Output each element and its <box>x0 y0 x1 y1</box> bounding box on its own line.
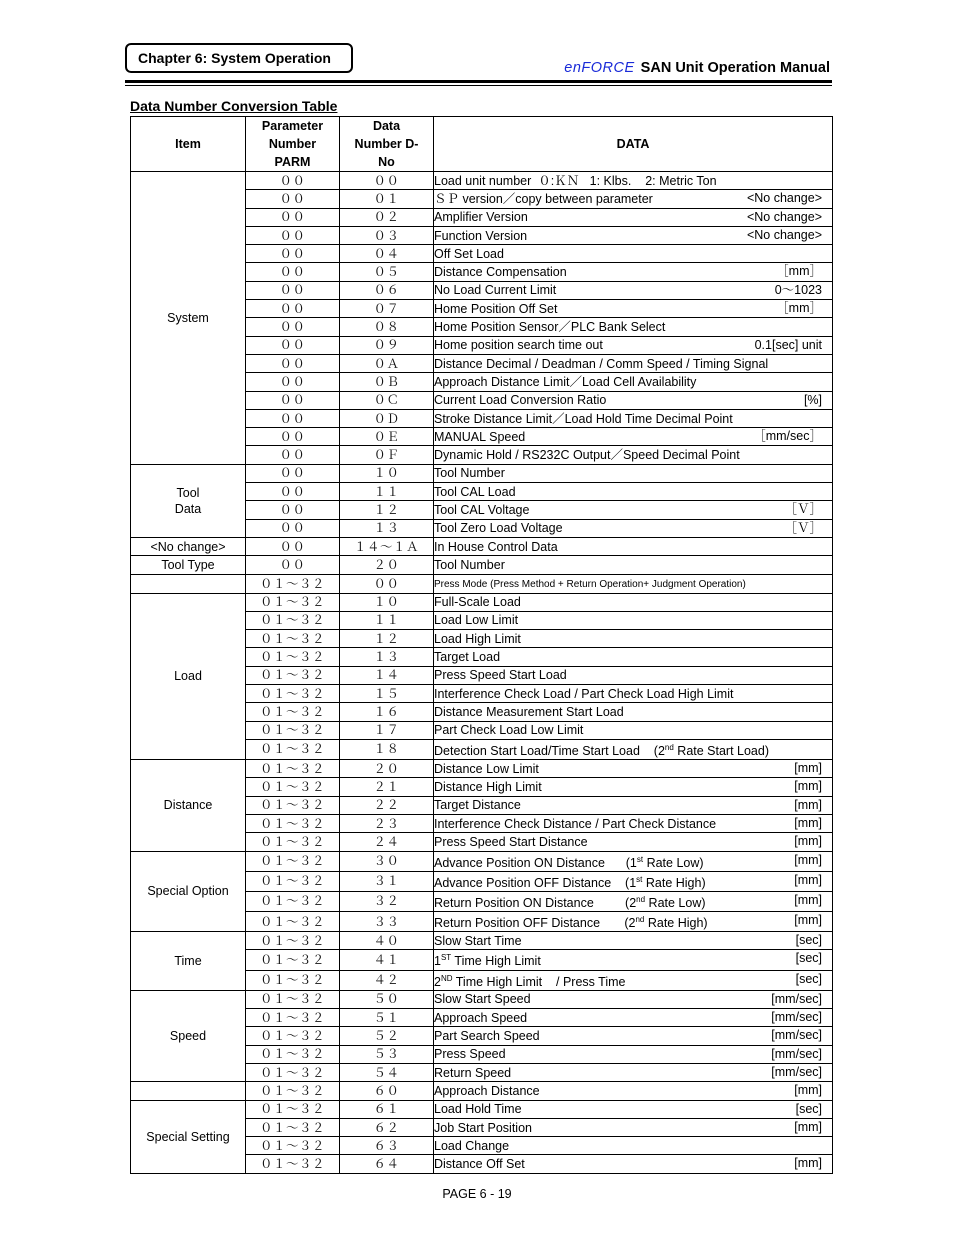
data-cell <box>434 172 833 190</box>
data-description: Tool Number <box>434 557 505 572</box>
parm-cell: ００ <box>246 300 340 318</box>
data-description: Target Load <box>434 650 501 665</box>
parm-cell: ０１～３２ <box>246 574 340 593</box>
dno-cell: １６ <box>340 703 434 721</box>
dno-cell: １３ <box>340 519 434 537</box>
parm-cell: ０１～３２ <box>246 1137 340 1155</box>
parm-cell: ００ <box>246 428 340 446</box>
table-row <box>131 1100 833 1118</box>
data-cell <box>434 226 833 244</box>
data-description: Amplifier Version <box>434 210 528 225</box>
header-rule-thin <box>125 85 832 86</box>
data-description: Dynamic Hold / RS232C Output／Speed Decimal Point <box>434 448 740 463</box>
data-unit: ［mm/sec］ <box>753 429 822 444</box>
table-row <box>131 990 833 1008</box>
category-cell <box>131 1082 246 1100</box>
page-number: PAGE 6 - 19 <box>442 1187 512 1201</box>
data-description: Slow Start Time <box>434 933 522 948</box>
data-unit: 0.1[sec] unit <box>754 337 822 352</box>
data-description: Return Position OFF Distance (2nd Rate High) <box>434 915 708 931</box>
dno-cell: ６０ <box>340 1082 434 1100</box>
dno-cell: ０Ｆ <box>340 446 434 464</box>
data-unit: [mm] <box>794 913 822 928</box>
parm-cell: ０１～３２ <box>246 1045 340 1063</box>
parm-cell: ００ <box>246 318 340 336</box>
dno-cell: ５３ <box>340 1045 434 1063</box>
data-description: Distance Low Limit <box>434 761 539 776</box>
data-description: Part Search Speed <box>434 1029 540 1044</box>
parm-cell: ００ <box>246 446 340 464</box>
parm-cell: ０１～３２ <box>246 739 340 759</box>
data-description: Home position search time out <box>434 338 603 353</box>
dno-cell: １３ <box>340 648 434 666</box>
data-description: In House Control Data <box>434 539 558 554</box>
data-cell <box>434 245 833 263</box>
data-description: Press Speed Start Load <box>434 668 567 683</box>
data-description: Slow Start Speed <box>434 992 531 1007</box>
dno-cell: １７ <box>340 721 434 739</box>
data-cell <box>434 630 833 648</box>
header-dno-line: No <box>378 155 395 169</box>
data-description: Off Set Load <box>434 246 504 261</box>
dno-cell: ０Ｂ <box>340 373 434 391</box>
data-description: Distance Off Set <box>434 1157 525 1172</box>
category-cell: Special Option <box>131 851 246 932</box>
chapter-label: Chapter 6: System Operation <box>125 43 353 73</box>
data-cell <box>434 814 833 832</box>
data-description: Load Change <box>434 1138 510 1153</box>
header-dno-line: Data <box>372 119 401 133</box>
data-unit: [mm/sec] <box>771 1046 822 1061</box>
table-row <box>131 851 833 871</box>
dno-cell: ３１ <box>340 871 434 891</box>
parm-cell: ０１～３２ <box>246 990 340 1008</box>
dno-cell: ０４ <box>340 245 434 263</box>
data-unit: [mm/sec] <box>771 1064 822 1079</box>
parm-cell: ００ <box>246 391 340 409</box>
header-parm-line: Parameter <box>261 119 324 133</box>
data-unit: ［Ｖ］ <box>784 520 822 535</box>
dno-cell: ５０ <box>340 990 434 1008</box>
data-cell <box>434 970 833 990</box>
data-description: 2ND Time High Limit / Press Time <box>434 973 626 989</box>
parm-cell: ０１～３２ <box>246 611 340 629</box>
data-description: Target Distance <box>434 798 521 813</box>
dno-cell: １０ <box>340 593 434 611</box>
dno-cell: ５１ <box>340 1009 434 1027</box>
parm-cell: ００ <box>246 464 340 482</box>
data-description: Distance High Limit <box>434 780 542 794</box>
dno-cell: １１ <box>340 483 434 501</box>
dno-cell: ５４ <box>340 1063 434 1081</box>
data-description: Distance Decimal / Deadman / Comm Speed / Timing Signal <box>434 356 769 371</box>
data-description: Current Load Conversion Ratio <box>434 393 607 408</box>
dno-cell: ４２ <box>340 970 434 990</box>
data-description: Job Start Position <box>434 1120 532 1135</box>
data-cell <box>434 760 833 778</box>
dno-cell: １２ <box>340 501 434 519</box>
parm-cell: ００ <box>246 208 340 226</box>
data-cell <box>434 391 833 409</box>
manual-name: SAN Unit Operation Manual <box>640 60 830 76</box>
parm-cell: ０１～３２ <box>246 796 340 814</box>
header-data: DATA <box>434 117 833 172</box>
data-cell <box>434 1045 833 1063</box>
data-cell <box>434 912 833 932</box>
data-cell <box>434 300 833 318</box>
data-description: Tool CAL Voltage <box>434 502 530 517</box>
data-description: Distance Measurement Start Load <box>434 704 624 719</box>
data-cell <box>434 354 833 372</box>
dno-cell: ０６ <box>340 281 434 299</box>
section-title: Data Number Conversion Table <box>130 98 338 114</box>
parm-cell: ０１～３２ <box>246 778 340 796</box>
parm-cell: ００ <box>246 409 340 427</box>
data-unit: <No change> <box>746 191 822 206</box>
parm-cell: ０１～３２ <box>246 1027 340 1045</box>
parm-cell: ０１～３２ <box>246 1118 340 1136</box>
dno-cell: １５ <box>340 685 434 703</box>
data-unit: [sec] <box>795 951 822 966</box>
dno-cell: ２０ <box>340 760 434 778</box>
data-unit: [mm] <box>794 834 822 849</box>
data-description: Function Version <box>434 228 528 243</box>
parm-cell: ０１～３２ <box>246 630 340 648</box>
data-cell <box>434 833 833 851</box>
parm-cell: ００ <box>246 537 340 555</box>
parm-cell: ００ <box>246 556 340 574</box>
parm-cell: ０１～３２ <box>246 1082 340 1100</box>
parm-cell: ０１～３２ <box>246 932 340 950</box>
parm-cell: ０１～３２ <box>246 1155 340 1173</box>
category-cell: <No change> <box>131 537 246 555</box>
parm-cell: ０１～３２ <box>246 970 340 990</box>
data-description: 1ST Time High Limit <box>434 953 541 969</box>
parm-cell: ０１～３２ <box>246 685 340 703</box>
dno-cell: ２３ <box>340 814 434 832</box>
parm-cell: ００ <box>246 190 340 208</box>
category-cell: Special Setting <box>131 1100 246 1173</box>
table-row <box>131 172 833 190</box>
data-cell <box>434 336 833 354</box>
dno-cell: ５２ <box>340 1027 434 1045</box>
data-description: Press Mode (Press Method + Return Operation+ Judgment Operation) <box>434 578 746 590</box>
data-description: Load Hold Time <box>434 1102 522 1117</box>
conversion-table <box>130 116 833 1174</box>
dno-cell: ０８ <box>340 318 434 336</box>
dno-cell: ２０ <box>340 556 434 574</box>
table-row <box>131 574 833 593</box>
dno-cell: １２ <box>340 630 434 648</box>
category-cell: Speed <box>131 990 246 1081</box>
data-description: Tool CAL Load <box>434 484 516 499</box>
table-row <box>131 932 833 950</box>
data-description: Load High Limit <box>434 631 521 646</box>
data-unit: 0～1023 <box>774 282 822 297</box>
data-cell <box>434 519 833 537</box>
parm-cell: ０１～３２ <box>246 760 340 778</box>
dno-cell: ００ <box>340 172 434 190</box>
parm-cell: ０１～３２ <box>246 1100 340 1118</box>
dno-cell: ３０ <box>340 851 434 871</box>
data-cell <box>434 446 833 464</box>
header-parm <box>246 117 340 172</box>
table-row <box>131 593 833 611</box>
table-row <box>131 537 833 555</box>
dno-cell: ０２ <box>340 208 434 226</box>
data-description: MANUAL Speed <box>434 429 526 444</box>
dno-cell: ０５ <box>340 263 434 281</box>
data-unit: [mm] <box>794 892 822 907</box>
parm-cell: ００ <box>246 501 340 519</box>
data-description: Tool Number <box>434 466 505 481</box>
parm-cell: ０１～３２ <box>246 703 340 721</box>
brand-logo: enFORCE <box>564 60 635 76</box>
data-cell <box>434 891 833 911</box>
category-cell: System <box>131 172 246 465</box>
dno-cell: ０７ <box>340 300 434 318</box>
parm-cell: ００ <box>246 373 340 391</box>
parm-cell: ００ <box>246 226 340 244</box>
data-cell <box>434 1118 833 1136</box>
table-row <box>131 556 833 574</box>
parm-cell: ０１～３２ <box>246 871 340 891</box>
table-row <box>131 1082 833 1100</box>
dno-cell: ６４ <box>340 1155 434 1173</box>
data-description: Home Position Sensor／PLC Bank Select <box>434 320 666 335</box>
header-dno-line: Number D- <box>354 137 419 151</box>
parm-cell: ００ <box>246 245 340 263</box>
parm-cell: ０１～３２ <box>246 851 340 871</box>
manual-title <box>564 60 830 76</box>
data-cell <box>434 778 833 796</box>
dno-cell: ６３ <box>340 1137 434 1155</box>
table-row <box>131 464 833 482</box>
parm-cell: ０１～３２ <box>246 666 340 684</box>
parm-cell: ０１～３２ <box>246 721 340 739</box>
dno-cell: １４ <box>340 666 434 684</box>
data-unit: <No change> <box>746 227 822 242</box>
data-description: Approach Speed <box>434 1010 528 1025</box>
data-unit: [mm] <box>794 1119 822 1134</box>
data-description: Load unit number ０:ＫＮ 1: Klbs. 2: Metric Ton <box>434 173 717 188</box>
data-unit: [mm] <box>794 852 822 867</box>
data-cell <box>434 648 833 666</box>
dno-cell: ２１ <box>340 778 434 796</box>
dno-cell: ０９ <box>340 336 434 354</box>
data-description: Detection Start Load/Time Start Load (2nd Rate Start Load) <box>434 742 770 759</box>
parm-cell: ０１～３２ <box>246 593 340 611</box>
data-cell <box>434 950 833 970</box>
dno-cell: ０１ <box>340 190 434 208</box>
data-unit: ［Ｖ］ <box>784 502 822 517</box>
data-cell <box>434 703 833 721</box>
header-parm-line: PARM <box>274 155 311 169</box>
data-cell <box>434 1063 833 1081</box>
parm-cell: ０１～３２ <box>246 1063 340 1081</box>
category-cell: Tool Type <box>131 556 246 574</box>
data-description: Approach Distance Limit／Load Cell Availability <box>434 374 697 389</box>
category-cell: Time <box>131 932 246 991</box>
dno-cell: ３３ <box>340 912 434 932</box>
parm-cell: ００ <box>246 483 340 501</box>
category-cell: Load <box>131 593 246 760</box>
data-cell <box>434 428 833 446</box>
data-cell <box>434 208 833 226</box>
parm-cell: ００ <box>246 519 340 537</box>
parm-cell: ００ <box>246 172 340 190</box>
dno-cell: ０Ｅ <box>340 428 434 446</box>
data-description: Press Speed Start Distance <box>434 834 588 849</box>
data-description: Part Check Load Low Limit <box>434 723 584 738</box>
parm-cell: ００ <box>246 354 340 372</box>
data-unit: ［mm］ <box>776 301 822 316</box>
data-description: Load Low Limit <box>434 613 519 628</box>
dno-cell: ０３ <box>340 226 434 244</box>
data-description: Full-Scale Load <box>434 595 521 610</box>
table-row <box>131 760 833 778</box>
parm-cell: ０１～３２ <box>246 1009 340 1027</box>
dno-cell: ３２ <box>340 891 434 911</box>
data-cell <box>434 721 833 739</box>
data-description: Tool Zero Load Voltage <box>434 521 563 536</box>
data-cell <box>434 685 833 703</box>
data-unit: [sec] <box>795 933 822 948</box>
data-cell <box>434 556 833 574</box>
data-description: Distance Compensation <box>434 265 567 280</box>
parm-cell: ０１～３２ <box>246 814 340 832</box>
dno-cell: ４１ <box>340 950 434 970</box>
data-description: Interference Check Load / Part Check Load High Limit <box>434 686 734 701</box>
dno-cell: １８ <box>340 739 434 759</box>
dno-cell: ４０ <box>340 932 434 950</box>
data-cell <box>434 318 833 336</box>
data-unit: [sec] <box>795 971 822 986</box>
header-item: Item <box>131 117 246 172</box>
data-cell <box>434 593 833 611</box>
data-cell <box>434 263 833 281</box>
data-unit: [mm] <box>794 1156 822 1171</box>
table-body <box>131 172 833 1174</box>
data-description: Return Speed <box>434 1065 512 1080</box>
parm-cell: ００ <box>246 263 340 281</box>
data-unit: [sec] <box>795 1101 822 1116</box>
table-header-row <box>131 117 833 172</box>
parm-cell: ００ <box>246 336 340 354</box>
data-cell <box>434 501 833 519</box>
parm-cell: ０１～３２ <box>246 891 340 911</box>
dno-cell: ００ <box>340 574 434 593</box>
data-cell <box>434 281 833 299</box>
data-description: Stroke Distance Limit／Load Hold Time Decimal Point <box>434 411 733 426</box>
data-cell <box>434 990 833 1008</box>
parm-cell: ０１～３２ <box>246 648 340 666</box>
category-cell: Distance <box>131 760 246 851</box>
category-cell <box>131 574 246 593</box>
dno-cell: ０Ｄ <box>340 409 434 427</box>
data-cell <box>434 1100 833 1118</box>
header-dno <box>340 117 434 172</box>
data-unit: [mm/sec] <box>771 991 822 1006</box>
data-cell <box>434 1082 833 1100</box>
data-unit: [%] <box>803 392 822 407</box>
dno-cell: １４～１Ａ <box>340 537 434 555</box>
dno-cell: ０Ａ <box>340 354 434 372</box>
data-unit: ［mm］ <box>776 264 822 279</box>
data-unit: <No change> <box>746 209 822 224</box>
data-description: Advance Position ON Distance (1st Rate Low) <box>434 854 704 870</box>
data-cell <box>434 796 833 814</box>
data-cell <box>434 871 833 891</box>
data-description: Advance Position OFF Distance (1st Rate High) <box>434 874 706 890</box>
data-cell <box>434 190 833 208</box>
parm-cell: ００ <box>246 281 340 299</box>
data-unit: [mm] <box>794 779 822 794</box>
data-unit: [mm] <box>794 797 822 812</box>
data-description: Home Position Off Set <box>434 301 558 316</box>
data-cell <box>434 932 833 950</box>
header-parm-line: Number <box>268 137 317 151</box>
data-cell <box>434 1137 833 1155</box>
dno-cell: １１ <box>340 611 434 629</box>
data-cell <box>434 1009 833 1027</box>
dno-cell: ２４ <box>340 833 434 851</box>
data-cell <box>434 483 833 501</box>
dno-cell: ６２ <box>340 1118 434 1136</box>
data-unit: [mm/sec] <box>771 1010 822 1025</box>
data-description: Return Position ON Distance (2nd Rate Low) <box>434 894 706 911</box>
data-cell <box>434 464 833 482</box>
data-description: Approach Distance <box>434 1083 540 1098</box>
dno-cell: １０ <box>340 464 434 482</box>
data-unit: [mm] <box>794 761 822 776</box>
data-unit: [mm] <box>794 815 822 830</box>
data-cell <box>434 574 833 593</box>
parm-cell: ０１～３２ <box>246 950 340 970</box>
data-cell <box>434 611 833 629</box>
data-cell <box>434 537 833 555</box>
data-cell <box>434 373 833 391</box>
header-rule-thick <box>125 80 832 83</box>
data-cell <box>434 1155 833 1173</box>
dno-cell: ６１ <box>340 1100 434 1118</box>
data-cell <box>434 1027 833 1045</box>
dno-cell: ０Ｃ <box>340 391 434 409</box>
data-description: ＳＰ version／copy between parameter <box>434 191 653 206</box>
data-description: Press Speed <box>434 1047 506 1062</box>
data-unit: [mm/sec] <box>771 1028 822 1043</box>
data-description: No Load Current Limit <box>434 283 557 298</box>
parm-cell: ０１～３２ <box>246 912 340 932</box>
data-unit: [mm] <box>794 872 822 887</box>
data-unit: [mm] <box>794 1083 822 1098</box>
data-cell <box>434 666 833 684</box>
dno-cell: ２２ <box>340 796 434 814</box>
data-description: Interference Check Distance / Part Check Distance <box>434 816 717 831</box>
data-cell <box>434 739 833 759</box>
parm-cell: ０１～３２ <box>246 833 340 851</box>
data-cell <box>434 409 833 427</box>
data-cell <box>434 851 833 871</box>
category-cell: Tool Data <box>131 464 246 537</box>
